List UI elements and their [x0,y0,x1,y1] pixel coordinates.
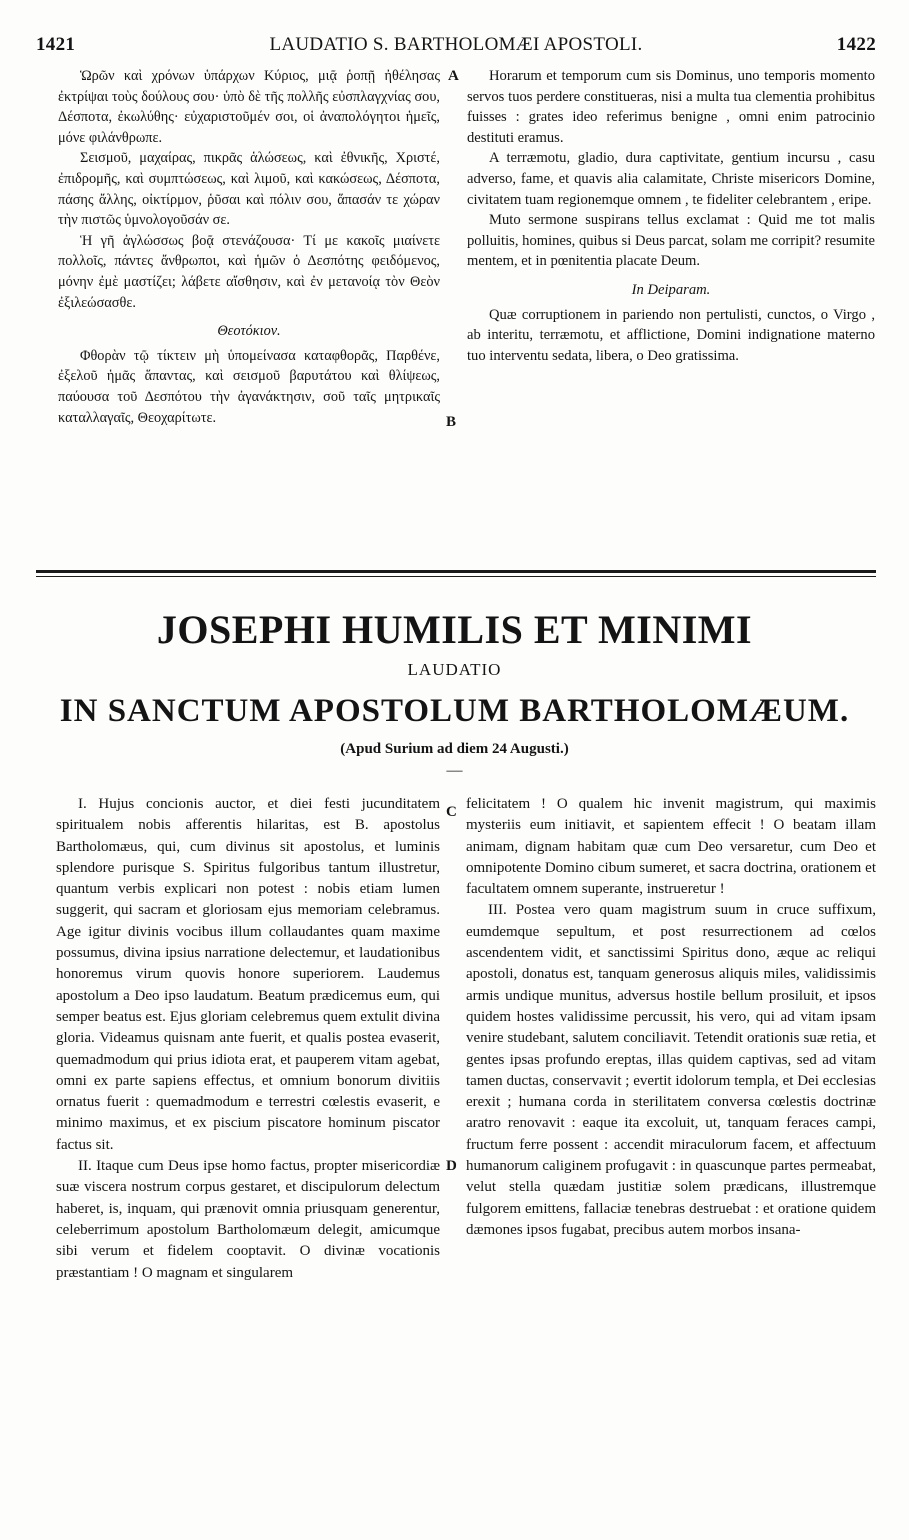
latin-paragraph: A terræmotu, gladio, dura captivitate, gentium incursu , casu adverso, fame, et quavis alia calamitate, Christe misericors Domine, civitatem tuam regionemque omnem , te fideliter celebrantem , eripe. [467,150,875,208]
body-left-column [56,794,440,1284]
article-subtitle: LAUDATIO [407,660,502,679]
title-dash: — [446,762,463,779]
greek-paragraph: Φθορὰν τῷ τίκτειν μὴ ὑπομείνασα καταφθορᾶς, Παρθένε, ἐξελοῦ ἡμᾶς ἅπαντας, καὶ σεισμοῦ βαρυτάτου καὶ θλίψεως, παύουσα τοῦ Δεσπότου τὴν ἀγανάκτησιν, σοῦ ταῖς μητρικαῖς καταλλαγαῖς, Θεοχαρίτωτε. [58,347,440,426]
body-right-column [466,794,876,1241]
body-paragraph: II. Itaque cum Deus ipse homo factus, propter misericordiæ suæ viscera nostrum corpus gestaret, et discipulorum delectum haberet, is, inquam, qui prænovit omnia priusquam generentur, celeberrimum apostolum Bartholomæum delegit, amicumque sibi verum et fidelem cooptavit. O divinæ vocationis præstantiam ! O magnam et singularem [56,1158,440,1281]
greek-paragraph: Ὡρῶν καὶ χρόνων ὑπάρχων Κύριος, μιᾷ ῥοπῇ ἠθέλησας ἐκτρίψαι τοὺς δούλους σου· ὑπὸ δὲ τῆς πολλῆς εὐσπλαγχνίας σου, Δέσποτα, ἐκωλύθης· εὐχαριστοῦμέν σοι, οἱ ἀναπολόγητοι ἡμεῖς, μόνε φιλάνθρωπε. [58,68,440,146]
body-paragraph: I. Hujus concionis auctor, et diei festi jucunditatem spiritualem nobis afferentis hilaritas, est B. apostolus Bartholomæus, qui, cum divinus sit apostolus, et luminis splendore purisque S. Spiritus fulgoribus tantum illustretur, quantum verbis explicari non potest : nobis etiam lumen suggerit, qui sacram et gloriosam ejus memoriam celebramus. Age igitur divinis vocibus illum collaudantes quam maxime possumus, divina ipsius narratione delectemur, et laudationibus honoremus virum quovis honore superiorem. Laudemus apostolum a Deo ipso laudatum. Beatum prædicemus eum, qui semper beatus est. Ejus gloriam celebremus quem extulit divina gloria. Videamus quisnam ante fuerit, et qualis postea evaserit, quemadmodum qui prius idiota erat, et pauperem vitam agebat, omni ex parte sapiens effectus, et omnium bonorum divitiis ornatus fuerit : quemadmodum e terrestri cœlestis evaserit, e minimo maximus, et ex piscium piscatore hominum piscator factus sit. [56,796,440,1153]
greek-heading: Θεοτόκιον. [217,323,281,340]
latin-paragraph: Quæ corruptionem in pariendo non pertulisti, cunctos, o Virgo , ab interitu, terræmotu, et afflictione, Domini indignatione materno tuo interventu sedata, libera, o Deo gratissima. [467,306,875,364]
margin-marker-a: A [448,68,459,84]
margin-marker-c: C [446,804,457,820]
greek-paragraph: Σεισμοῦ, μαχαίρας, πικρᾶς ἁλώσεως, καὶ ἐθνικῆς, Χριστέ, ἐπιδρομῆς, καὶ συμπτώσεως, καὶ λιμοῦ, καὶ κακώσεως, Δέσποτα, πάσης ἄλλης, οἰκτίρμον, ῥῦσαι καὶ πόλιν σου, ἅπασάν τε χώραν τὴν πιστῶς ὑμνολογοῦσάν σε. [58,150,440,229]
article-title-second: IN SANCTUM APOSTOLUM BARTHOLOMÆUM. [59,693,850,729]
running-header [36,34,876,60]
page-number-left: 1421 [36,34,76,55]
source-note: (Apud Surium ad diem 24 Augusti.) [340,741,569,757]
page-number-right: 1422 [836,34,876,55]
latin-paragraph: Muto sermone suspirans tellus exclamat : Quid me tot malis polluitis, homines, quibus si Deus parcat, solam me corripit? resumite mentem, et in pœnitentia placate Deum. [467,212,875,270]
separator-rule-thin [36,576,876,577]
body-paragraph: felicitatem ! O qualem hic invenit magistrum, qui maximis mysteriis eum initiavit, et sapientem effecit ! O beatam illam animam, dignam habitam quæ cum Deo versaretur, cum Deo et omnipotente Domino cibum sumeret, et sacra doctrina, orationem et facultatem omnem superante, instrueretur ! [466,796,876,898]
separator-rule [36,570,876,573]
latin-column [467,66,875,366]
latin-paragraph: Horarum et temporum cum sis Dominus, uno temporis momento servos tuos perdere constitueras, nisi a multa tua clementia prohibitus fuisses : grates ideo referimus benigne , omni enim patrocinio destituti eramus. [467,68,875,146]
running-title: LAUDATIO S. BARTHOLOMÆI APOSTOLI. [269,34,643,55]
margin-marker-d: D [446,1158,457,1174]
article-title: JOSEPHI HUMILIS ET MINIMI [156,607,753,652]
body-paragraph: III. Postea vero quam magistrum suum in cruce suffixum, eumdemque sepultum, et post resurrectionem ad cœlos ascendentem vidit, et sanctissimi Spiritus dono, æque ac reliqui apostoli, donatus est, tanquam generosus aliquis miles, validissimis armis undique munitus, adversus hostile bellum prosiluit, et ipsos quidem hostes validissime percussit, his vero, qui ad vitam ipsam venire studebant, salutem conciliavit. Tetendit orationis suæ retia, et gentes ipsas profundo ereptas, illas quidem captivas, sed ad vitam tamen ductas, conservavit ; evertit idolorum templa, et Dei ecclesias erexit ; humana corda in sterilitatem conversa cœlestis doctrinæ aratro renovavit : eaque ita excoluit, ut, tanquam feraces campi, fructum ferre possent : accendit miraculorum facem, et affectuum humanorum caliginem profugavit : in quascunque partes permeabat, velut stella quædam justitiæ solem prædicans, illustremque fulgorem emittens, fallaciæ tenebras destruebat : et oratione quidem dæmones ipsos fugabat, precibus autem morbos insana- [466,902,876,1238]
latin-heading: In Deiparam. [631,281,711,298]
greek-column [58,66,440,428]
greek-paragraph: Ἡ γῆ ἀγλώσσως βοᾷ στενάζουσα· Τί με κακοῖς μιαίνετε πολλοῖς, πάντες ἄνθρωποι, καὶ ἡμῶν ὁ Δεσπότης φειδόμενος, μόνην ἐμὲ μαστίζει; λάβετε αἴσθησιν, καὶ ἐν μετανοίᾳ τὸν Θεὸν ἐξιλεώσασθε. [58,232,440,311]
margin-marker-b: B [446,414,457,430]
